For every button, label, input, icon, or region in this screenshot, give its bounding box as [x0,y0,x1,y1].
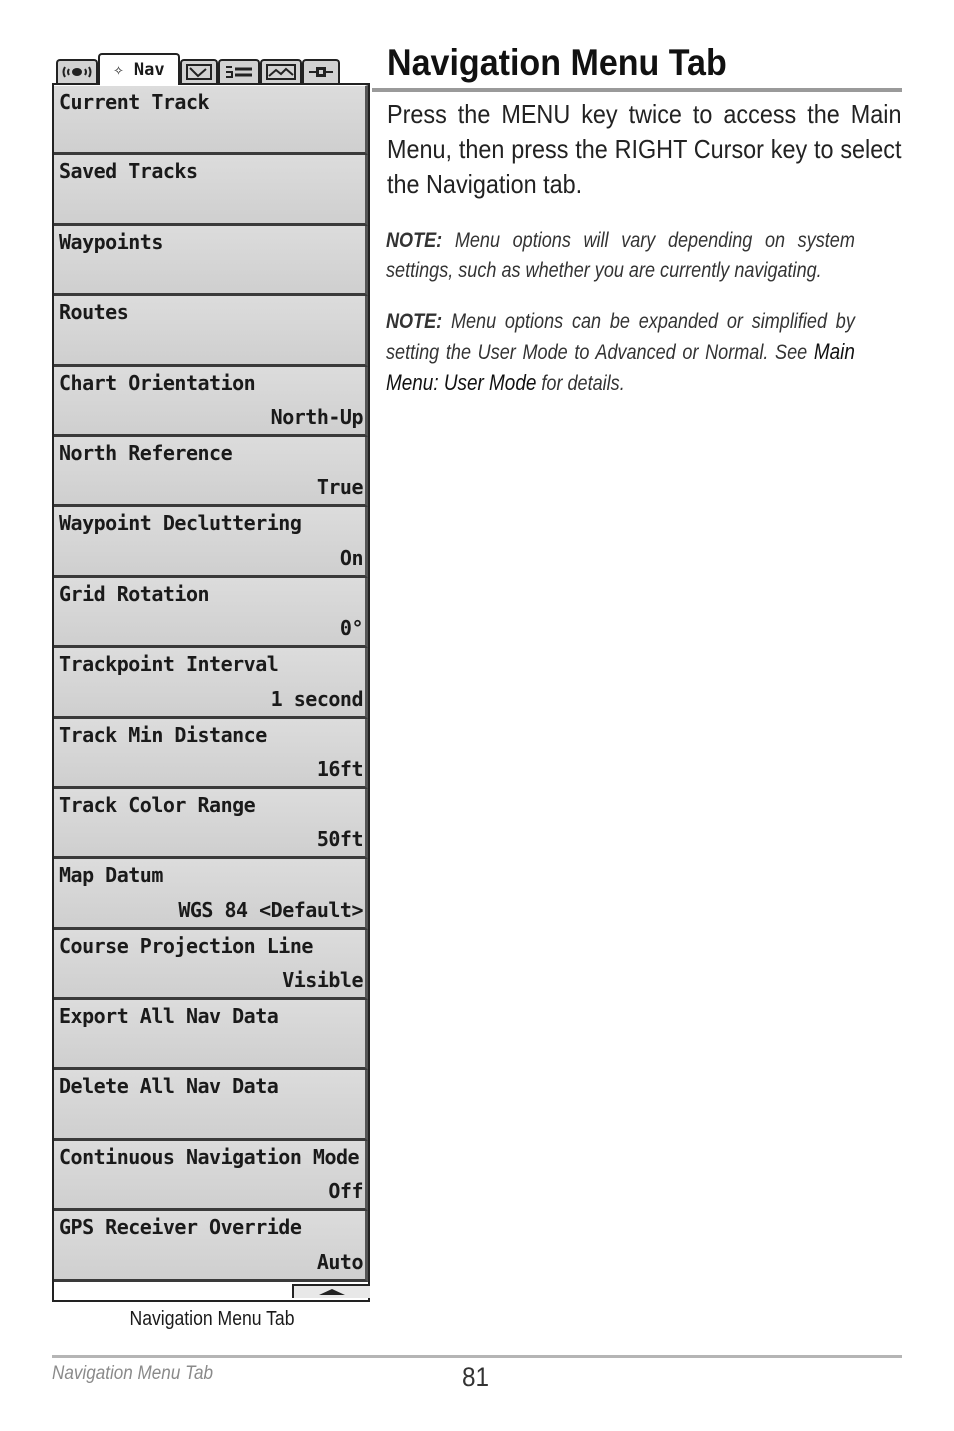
tab-chart[interactable] [180,59,218,83]
menu-item-label: Saved Tracks [59,159,198,184]
settings-list-icon [224,64,254,80]
menu-item[interactable] [54,648,368,718]
tab-nav[interactable] [98,53,180,85]
menu-item[interactable] [54,367,368,437]
menu-item-label: Waypoints [59,229,163,254]
menu-item[interactable] [54,930,368,1000]
tab-display[interactable] [260,59,302,83]
menu-item-value: True [316,475,363,500]
menu-item-label: Trackpoint Interval [59,652,279,677]
menu-item-value: 16ft [316,756,363,781]
menu-item[interactable] [54,859,368,929]
menu-item-label: Track Color Range [59,792,256,817]
footer-divider [52,1355,902,1358]
accessory-icon [308,64,334,80]
note-2 [386,307,856,399]
display-icon [266,64,296,80]
menu-item[interactable] [54,155,368,225]
menu-item[interactable] [54,1000,368,1070]
scroll-up-icon[interactable] [292,1284,370,1298]
menu-item-label: Export All Nav Data [59,1004,279,1029]
menu-item-value: 50ft [316,827,363,852]
menu-item-label: Current Track [59,90,210,114]
menu-item-label: Routes [59,300,129,325]
menu-tab-bar [52,53,342,85]
tab-nav-label: ✧ Nav [113,60,165,80]
menu-item-label: Grid Rotation [59,581,210,606]
menu-item-label: Delete All Nav Data [59,1074,279,1099]
footer-section-title: Navigation Menu Tab [52,1363,213,1384]
menu-item-value: WGS 84 <Default> [178,897,363,922]
menu-item[interactable] [54,789,368,859]
note-1-label: NOTE: [386,229,443,252]
menu-item-label: GPS Receiver Override [59,1215,302,1240]
menu-item-value: 1 second [270,686,363,711]
note-2-reference: Main Menu: User Mode [386,339,855,395]
menu-item[interactable] [54,1070,368,1140]
note-2-label: NOTE: [386,310,443,333]
menu-item-value: North-Up [270,404,363,429]
menu-item[interactable] [54,85,368,155]
menu-item-label: Map Datum [59,863,163,888]
tab-settings[interactable] [218,59,260,83]
menu-item[interactable] [54,437,368,507]
menu-item-label: North Reference [59,440,233,465]
figure-caption: Navigation Menu Tab [129,1308,295,1330]
note-1 [386,226,856,286]
menu-item-value: Off [328,1179,363,1204]
menu-item[interactable] [54,296,368,366]
menu-item-value: Auto [316,1249,363,1274]
note-1-text: Menu options will vary depending on system settings, such as whether you are currently navigating. [386,229,855,282]
menu-item-value: Visible [282,968,363,993]
menu-item[interactable] [54,1211,368,1281]
menu-item-label: Course Projection Line [59,933,313,958]
note-2-text: Menu options can be expanded or simplified by setting the User Mode to Advanced or Normal. See [386,310,855,364]
chart-icon [186,64,212,80]
intro-text: Press the MENU key twice to access the Main Menu, then press the RIGHT Cursor key to select the Navigation tab. [387,99,902,199]
menu-item-value: On [339,545,363,570]
page-number: 81 [462,1362,490,1392]
tab-sonar[interactable] [56,59,98,83]
menu-item[interactable] [54,226,368,296]
sonar-icon [62,65,92,79]
menu-item-value: 0° [339,616,363,641]
menu-item-label: Waypoint Decluttering [59,511,302,536]
page-title: Navigation Menu Tab [387,42,727,83]
menu-item[interactable] [54,719,368,789]
device-menu-screenshot [52,53,372,1306]
note-2-after: for details. [536,372,625,395]
tab-accessories[interactable] [302,59,340,83]
menu-item[interactable] [54,507,368,577]
title-divider [372,88,902,92]
navigation-menu-list [52,83,370,1302]
menu-item-label: Track Min Distance [59,722,267,747]
menu-item[interactable] [54,578,368,648]
menu-item[interactable] [54,1141,368,1211]
menu-item-label: Chart Orientation [59,370,256,395]
intro-paragraph [387,97,902,202]
menu-item-label: Continuous Navigation Mode [59,1144,360,1169]
menu-scroll-indicator[interactable] [54,1282,368,1300]
